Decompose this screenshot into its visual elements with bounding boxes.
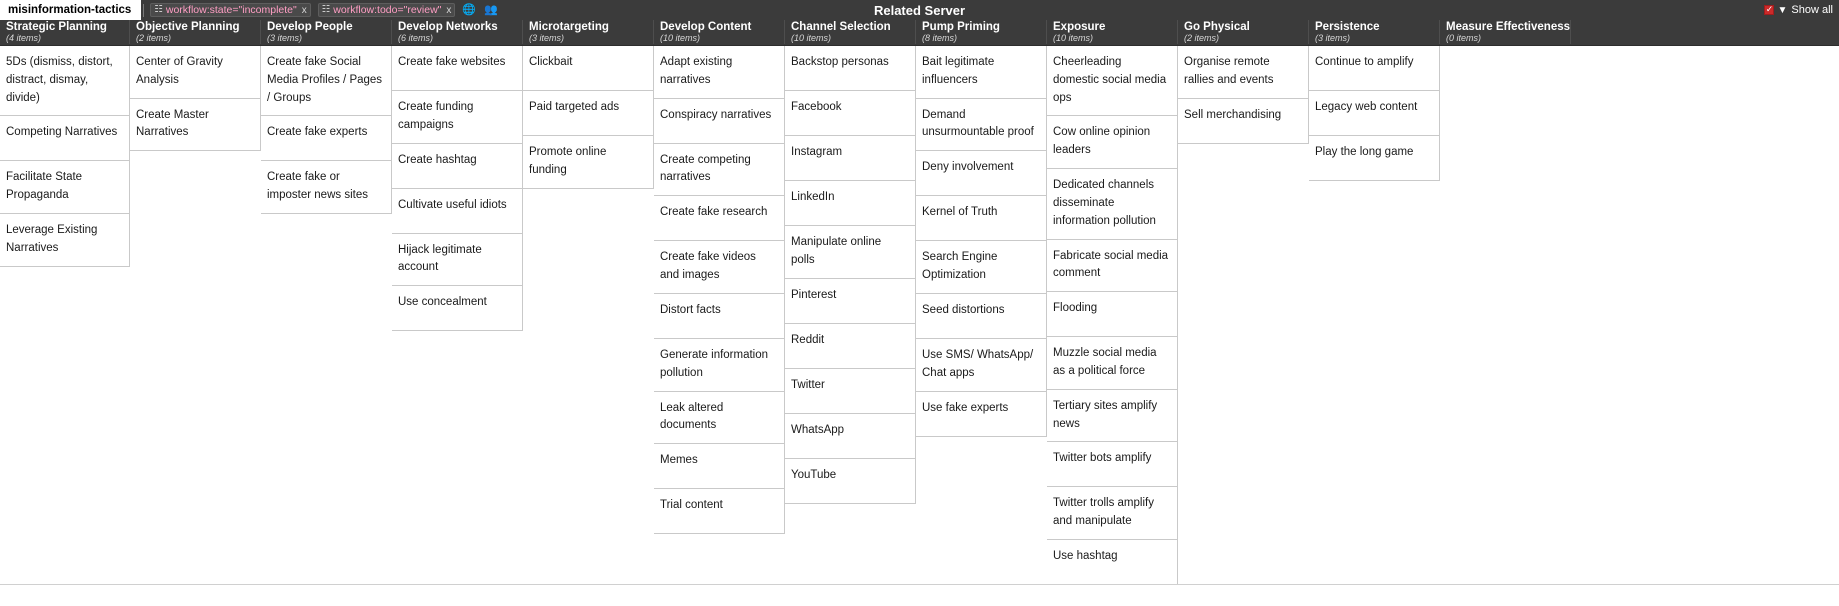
column-item-count: (2 items) (1184, 33, 1220, 44)
globe-icon: ☷ (321, 4, 331, 16)
card[interactable]: Instagram (785, 136, 916, 181)
column-title: Microtargeting (529, 21, 609, 33)
card[interactable]: Twitter trolls amplify and manipulate (1047, 487, 1178, 540)
card[interactable]: Play the long game (1309, 136, 1440, 181)
globe-icon: ☷ (154, 4, 163, 16)
card[interactable]: Bait legitimate influencers (916, 46, 1047, 99)
card[interactable]: Cheerleading domestic social media ops (1047, 46, 1178, 116)
column-item-count: (2 items) (136, 33, 172, 44)
card[interactable]: Create fake videos and images (654, 241, 785, 294)
board-name-tab[interactable] (0, 0, 141, 20)
card[interactable]: Clickbait (523, 46, 654, 91)
card[interactable]: Deny involvement (916, 151, 1047, 196)
card[interactable]: Leverage Existing Narratives (0, 214, 130, 267)
column-title: Develop Content (660, 21, 752, 33)
column-title: Objective Planning (136, 21, 240, 33)
show-all-checkbox[interactable] (1764, 5, 1774, 15)
column-develop-networks (392, 46, 523, 331)
card[interactable]: Create hashtag (392, 144, 523, 189)
column-title: Exposure (1053, 21, 1106, 33)
column-item-count: (3 items) (1315, 33, 1351, 44)
card[interactable]: Create fake Social Media Profiles / Pages / Groups (261, 46, 392, 116)
column-header-exposure[interactable] (1047, 20, 1178, 44)
column-title: Pump Priming (922, 21, 1000, 33)
column-header-persistence[interactable] (1309, 20, 1440, 44)
card[interactable]: 5Ds (dismiss, distort, distract, dismay, divide) (0, 46, 130, 116)
card[interactable]: Demand unsurmountable proof (916, 99, 1047, 152)
card[interactable]: Create funding campaigns (392, 91, 523, 144)
card[interactable]: Twitter (785, 369, 916, 414)
column-header-develop-networks[interactable] (392, 20, 523, 44)
card[interactable]: Muzzle social media as a political force (1047, 337, 1178, 390)
card[interactable]: Create competing narratives (654, 144, 785, 197)
board-bottom-strip (0, 584, 1839, 606)
column-item-count: (6 items) (398, 33, 434, 44)
column-item-count: (10 items) (1053, 33, 1094, 44)
column-microtargeting (523, 46, 654, 189)
column-channel-selection (785, 46, 916, 504)
card[interactable]: Twitter bots amplify (1047, 442, 1178, 487)
column-persistence (1309, 46, 1440, 181)
card[interactable]: Hijack legitimate account (392, 234, 523, 287)
card[interactable]: YouTube (785, 459, 916, 504)
card[interactable]: Continue to amplify (1309, 46, 1440, 91)
card[interactable]: Memes (654, 444, 785, 489)
column-pump-priming (916, 46, 1047, 437)
card[interactable]: Kernel of Truth (916, 196, 1047, 241)
board-columns (0, 46, 1839, 585)
column-title: Develop People (267, 21, 353, 33)
card[interactable]: Cow online opinion leaders (1047, 116, 1178, 169)
card[interactable]: Facilitate State Propaganda (0, 161, 130, 214)
column-header-strategic-planning[interactable] (0, 20, 130, 44)
card[interactable]: Use hashtag (1047, 540, 1178, 585)
card[interactable]: Leak altered documents (654, 392, 785, 445)
card[interactable]: Adapt existing narratives (654, 46, 785, 99)
column-header-channel-selection[interactable] (785, 20, 916, 44)
page-title: Related Server (873, 2, 966, 18)
filter-chip-label: workflow:state="incomplete" (165, 4, 297, 16)
column-item-count: (10 items) (660, 33, 701, 44)
card[interactable]: Flooding (1047, 292, 1178, 337)
column-header-microtargeting[interactable] (523, 20, 654, 44)
column-header-develop-people[interactable] (261, 20, 392, 44)
filter-funnel-icon[interactable]: ▼ (1777, 4, 1788, 16)
card[interactable]: Legacy web content (1309, 91, 1440, 136)
globe-icon[interactable]: 🌐 (462, 3, 477, 16)
column-header-pump-priming[interactable] (916, 20, 1047, 44)
column-title: Go Physical (1184, 21, 1250, 33)
card[interactable]: Tertiary sites amplify news (1047, 390, 1178, 443)
users-icon[interactable]: 👥 (484, 3, 498, 16)
card[interactable]: Seed distortions (916, 294, 1047, 339)
column-item-count: (3 items) (267, 33, 303, 44)
card[interactable]: Facebook (785, 91, 916, 136)
filter-chip-workflow-state[interactable] (150, 3, 310, 17)
card[interactable]: Use fake experts (916, 392, 1047, 437)
card[interactable]: Create fake experts (261, 116, 392, 161)
card[interactable]: Center of Gravity Analysis (130, 46, 261, 99)
card[interactable]: Distort facts (654, 294, 785, 339)
column-strategic-planning (0, 46, 130, 267)
card[interactable]: Sell merchandising (1178, 99, 1309, 144)
column-title: Develop Networks (398, 21, 498, 33)
card[interactable]: Fabricate social media comment (1047, 240, 1178, 293)
card[interactable]: Search Engine Optimization (916, 241, 1047, 294)
card[interactable]: Trial content (654, 489, 785, 534)
column-header-objective-planning[interactable] (130, 20, 261, 44)
top-toolbar (0, 0, 1839, 20)
toolbar-divider (143, 4, 144, 17)
card[interactable]: Create fake or imposter news sites (261, 161, 392, 214)
card[interactable]: Organise remote rallies and events (1178, 46, 1309, 99)
card[interactable]: Cultivate useful idiots (392, 189, 523, 234)
column-title: Strategic Planning (6, 21, 107, 33)
card[interactable]: Pinterest (785, 279, 916, 324)
column-header-row (0, 20, 1839, 46)
column-exposure (1047, 46, 1178, 585)
column-go-physical (1178, 46, 1309, 144)
column-header-develop-content[interactable] (654, 20, 785, 44)
card[interactable]: Promote online funding (523, 136, 654, 189)
card[interactable]: Dedicated channels disseminate information pollution (1047, 169, 1178, 239)
card[interactable]: Use SMS/ WhatsApp/ Chat apps (916, 339, 1047, 392)
column-objective-planning (130, 46, 261, 151)
column-header-measure-effectiveness[interactable] (1440, 20, 1571, 44)
toolbar-right-group (1764, 0, 1833, 20)
column-title: Channel Selection (791, 21, 891, 33)
column-item-count: (10 items) (791, 33, 832, 44)
card[interactable]: WhatsApp (785, 414, 916, 459)
card[interactable]: Competing Narratives (0, 116, 130, 161)
card[interactable]: Create fake websites (392, 46, 523, 91)
close-icon[interactable]: x (446, 4, 452, 16)
card[interactable]: Generate information pollution (654, 339, 785, 392)
card[interactable]: Conspiracy narratives (654, 99, 785, 144)
board-name-label: misinformation-tactics (8, 4, 132, 16)
card[interactable]: Backstop personas (785, 46, 916, 91)
card[interactable]: Manipulate online polls (785, 226, 916, 279)
column-header-go-physical[interactable] (1178, 20, 1309, 44)
filter-chip-label: workflow:todo="review" (333, 4, 442, 16)
column-develop-people (261, 46, 392, 214)
card[interactable]: Create fake research (654, 196, 785, 241)
card[interactable]: Paid targeted ads (523, 91, 654, 136)
column-item-count: (3 items) (529, 33, 565, 44)
close-icon[interactable]: x (301, 4, 307, 16)
column-item-count: (8 items) (922, 33, 958, 44)
column-title: Measure Effectiveness (1446, 21, 1571, 33)
column-item-count: (4 items) (6, 33, 42, 44)
filter-chip-workflow-todo[interactable] (318, 3, 456, 17)
card[interactable]: Reddit (785, 324, 916, 369)
card[interactable]: LinkedIn (785, 181, 916, 226)
column-title: Persistence (1315, 21, 1380, 33)
column-item-count: (0 items) (1446, 33, 1482, 44)
card[interactable]: Create Master Narratives (130, 99, 261, 152)
column-develop-content (654, 46, 785, 534)
show-all-label[interactable]: Show all (1791, 4, 1833, 16)
card[interactable]: Use concealment (392, 286, 523, 331)
